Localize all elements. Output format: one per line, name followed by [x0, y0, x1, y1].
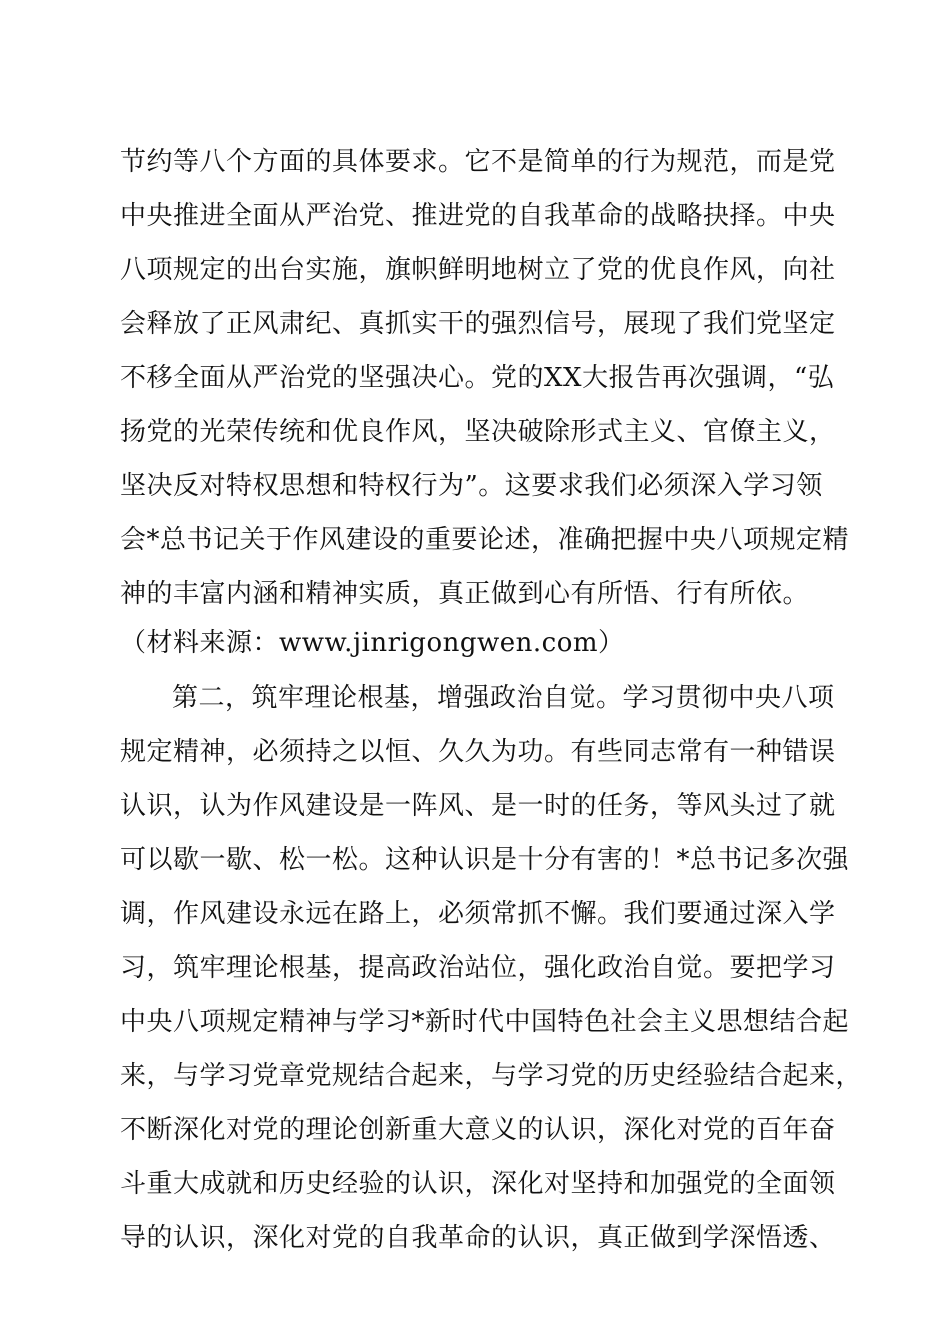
paragraph-heading-line: 第二，筑牢理论根基，增强政治自觉。学习贯彻中央八项	[172, 683, 835, 713]
text-line: 节约等八个方面的具体要求。它不是简单的行为规范，而是党	[120, 147, 836, 177]
text-line: 中央八项规定精神与学习*新时代中国特色社会主义思想结合起	[120, 1007, 850, 1037]
text-line: 规定精神，必须持之以恒、久久为功。有些同志常有一种错误	[120, 737, 836, 767]
text-line: 习，筑牢理论根基，提高政治站位，强化政治自觉。要把学习	[120, 953, 836, 983]
text-line: 认识，认为作风建设是一阵风、是一时的任务，等风头过了就	[120, 791, 836, 821]
text-line: 斗重大成就和历史经验的认识，深化对坚持和加强党的全面领	[120, 1169, 836, 1199]
text-line: 中央推进全面从严治党、推进党的自我革命的战略抉择。中央	[120, 201, 836, 231]
text-line: 神的丰富内涵和精神实质，真正做到心有所悟、行有所依。	[120, 579, 810, 609]
text-line: 调，作风建设永远在路上，必须常抓不懈。我们要通过深入学	[120, 899, 836, 929]
text-line: 八项规定的出台实施，旗帜鲜明地树立了党的优良作风，向社	[120, 255, 836, 285]
text-line: 不移全面从严治党的坚强决心。党的XX大报告再次强调，“弘	[120, 363, 835, 393]
source-note: （材料来源：www.jinrigongwen.com）	[120, 628, 625, 658]
text-line: 不断深化对党的理论创新重大意义的认识，深化对党的百年奋	[120, 1115, 836, 1145]
text-line: 导的认识，深化对党的自我革命的认识，真正做到学深悟透、	[120, 1223, 836, 1253]
text-line: 扬党的光荣传统和优良作风，坚决破除形式主义、官僚主义，	[120, 417, 836, 447]
text-line: 可以歇一歇、松一松。这种认识是十分有害的！*总书记多次强	[120, 845, 850, 875]
text-line: 会*总书记关于作风建设的重要论述，准确把握中央八项规定精	[120, 525, 850, 555]
text-line: 坚决反对特权思想和特权行为”。这要求我们必须深入学习领	[120, 471, 823, 501]
text-line: 来，与学习党章党规结合起来，与学习党的历史经验结合起来，	[120, 1061, 863, 1091]
text-line: 会释放了正风肃纪、真抓实干的强烈信号，展现了我们党坚定	[120, 309, 836, 339]
